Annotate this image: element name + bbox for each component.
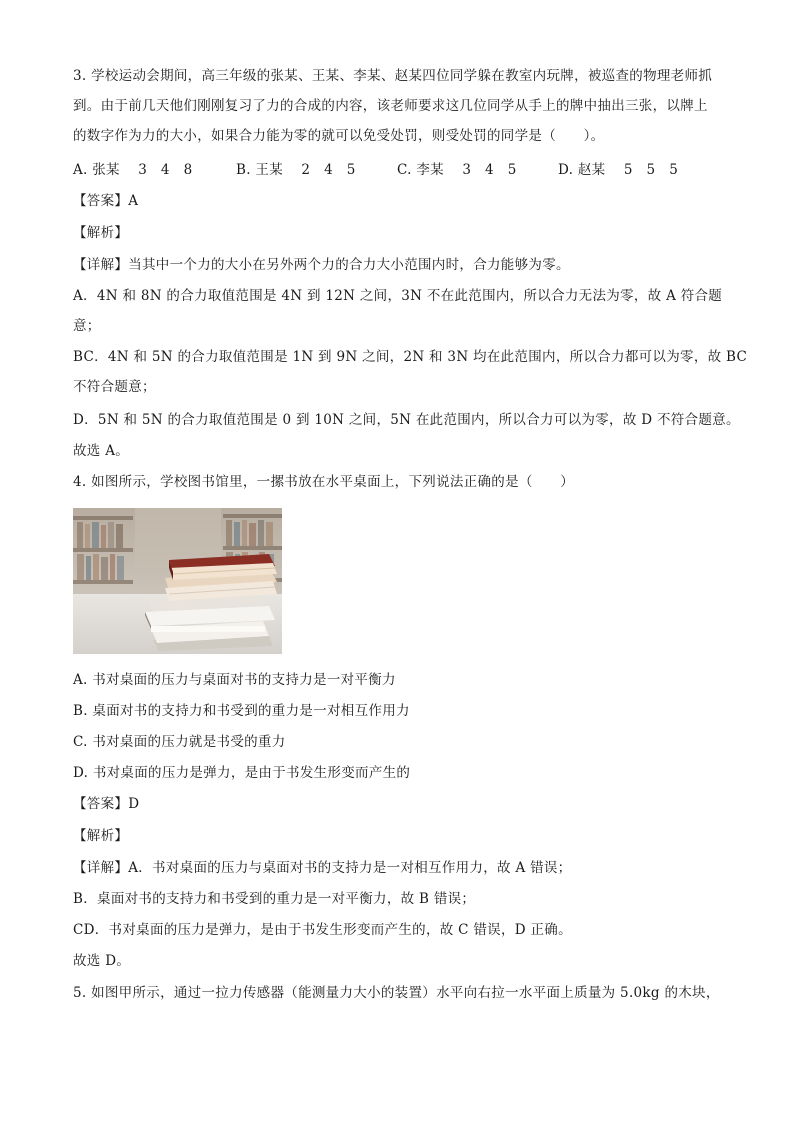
q3-option-a: A. 张某 3 4 8 <box>73 162 193 178</box>
q3-option-d: D. 赵某 5 5 5 <box>558 162 679 178</box>
q4-conclusion: 故选 D。 <box>73 953 131 969</box>
q4-option-c: C. 书对桌面的压力就是书受的重力 <box>73 734 286 750</box>
q3-detail-bc-line-2: 不符合题意； <box>73 379 156 395</box>
q3-detail-a-line-2: 意； <box>73 318 101 334</box>
q4-option-b: B. 桌面对书的支持力和书受到的重力是一对相互作用力 <box>73 703 410 719</box>
q4-analysis-label: 【解析】 <box>73 828 129 844</box>
q3-stem-line-3: 的数字作为力的大小，如果合力能为零的就可以免受处罚，则受处罚的同学是（ ）。 <box>73 128 605 144</box>
q3-conclusion: 故选 A。 <box>73 443 130 459</box>
q3-answer: 【答案】A <box>73 193 139 209</box>
q3-detail-a-line-1: A．4N 和 8N 的合力取值范围是 4N 到 12N 之间，3N 不在此范围内，所以合力无法为零，故 A 符合题 <box>73 288 723 304</box>
q4-stem: 4. 如图所示，学校图书馆里，一摞书放在水平桌面上，下列说法正确的是（ ） <box>73 474 575 490</box>
q3-stem-line-2: 到。由于前几天他们刚刚复习了力的合成的内容，该老师要求这几位同学从手上的牌中抽出三张，以牌上 <box>73 98 708 114</box>
q3-detail-d: D．5N 和 5N 的合力取值范围是 0 到 10N 之间，5N 在此范围内，所以合力可以为零，故 D 不符合题意。 <box>73 412 740 428</box>
q3-stem-line-1: 3. 学校运动会期间，高三年级的张某、王某、李某、赵某四位同学躲在教室内玩牌，被巡查的物理老师抓 <box>73 68 713 84</box>
q5-stem: 5. 如图甲所示，通过一拉力传感器（能测量力大小的装置）水平向右拉一水平面上质量为 5.0kg 的木块， <box>73 985 720 1001</box>
q3-option-c: C. 李某 3 4 5 <box>397 162 517 178</box>
q3-detail-intro: 【详解】当其中一个力的大小在另外两个力的合力大小范围内时，合力能够为零。 <box>73 257 570 273</box>
q3-option-b: B. 王某 2 4 5 <box>236 162 356 178</box>
q4-option-a: A. 书对桌面的压力与桌面对书的支持力是一对平衡力 <box>73 672 396 688</box>
books-on-table-photo <box>73 508 282 654</box>
q4-detail-3: CD．书对桌面的压力是弹力，是由于书发生形变而产生的，故 C 错误，D 正确。 <box>73 922 572 938</box>
q3-analysis-label: 【解析】 <box>73 225 129 241</box>
q4-option-d: D. 书对桌面的压力是弹力，是由于书发生形变而产生的 <box>73 765 411 781</box>
q4-detail-1: 【详解】A．书对桌面的压力与桌面对书的支持力是一对相互作用力，故 A 错误； <box>73 860 572 876</box>
q3-detail-bc-line-1: BC．4N 和 5N 的合力取值范围是 1N 到 9N 之间，2N 和 3N 均在此范围内，所以合力都可以为零，故 BC <box>73 349 748 365</box>
q4-answer: 【答案】D <box>73 796 140 812</box>
q4-detail-2: B．桌面对书的支持力和书受到的重力是一对平衡力，故 B 错误； <box>73 891 476 907</box>
